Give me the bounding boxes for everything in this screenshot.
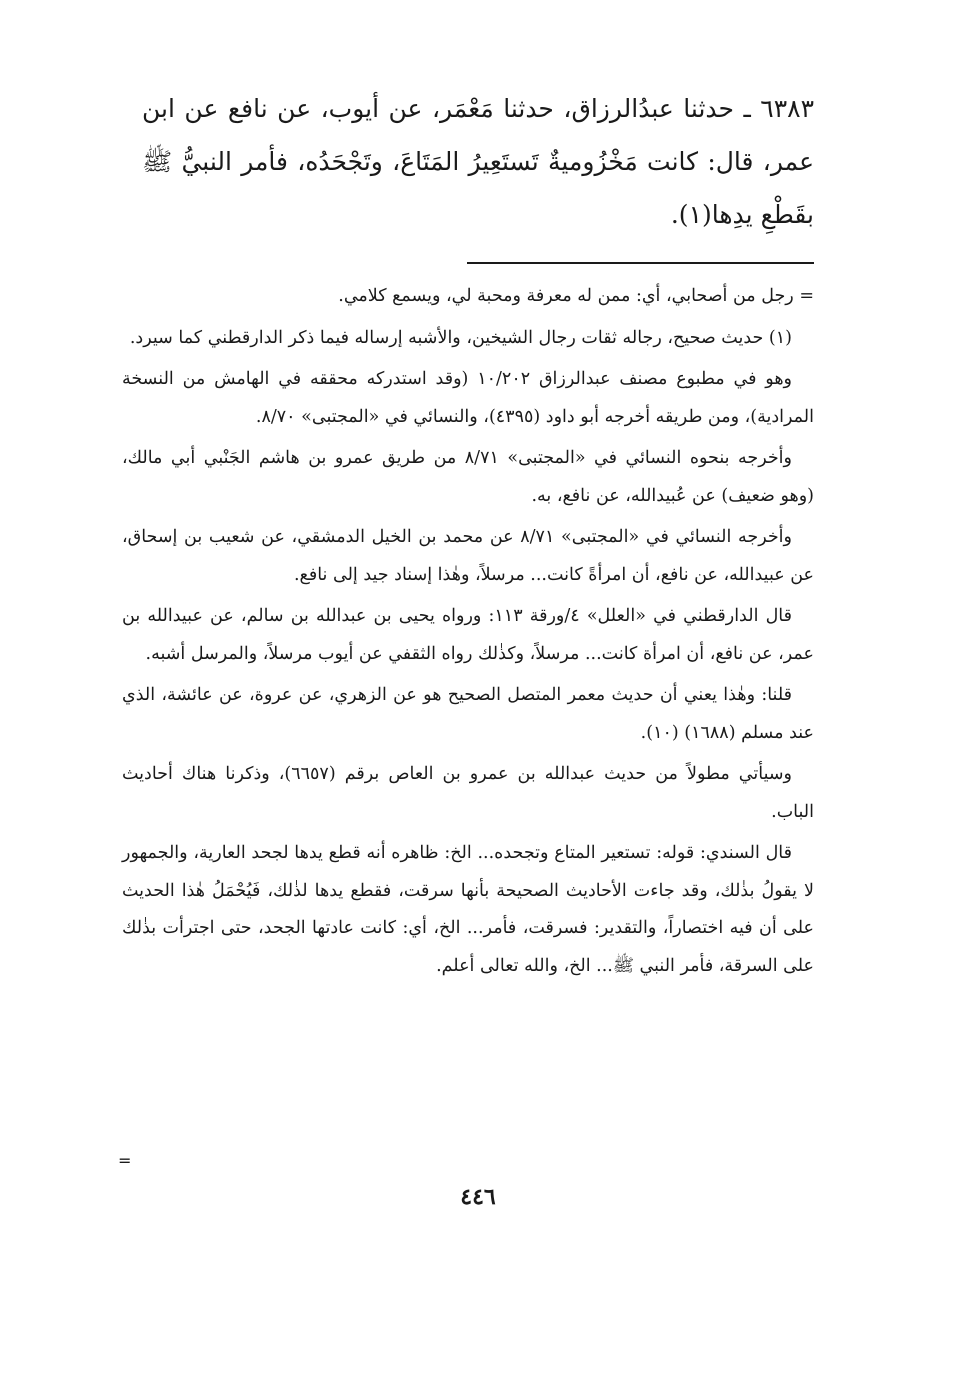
page-number: ٤٤٦ xyxy=(460,1184,496,1210)
footnote-1-grading: (١) حديث صحيح، رجاله ثقات رجال الشيخين، والأشبه إرساله فيما ذكر الدارقطني كما سيرد. xyxy=(129,327,792,348)
footnote-paragraph: قلنا: وهٰذا يعني أن حديث معمر المتصل الصحيح هو عن الزهري، عن عروة، عن عائشة، الذي عند مسلم (١٦٨٨) (١٠). xyxy=(122,685,814,743)
hadith-text: ٦٣٨٣ ـ حدثنا عبدُالرزاق، حدثنا مَعْمَر، عن أيوب، عن نافع عن ابن عمر، قال: كانت مَخْزُوميةٌ تَستَعِيرُ المَتَاعَ، وتَجْحَدُه، فأمر النبيُّ ﷺ بقَطْعِ يدِها(١). xyxy=(142,94,814,229)
footnote-paragraph: وسيأتي مطولاً من حديث عبدالله بن عمرو بن العاص برقم (٦٦٥٧)، وذكرنا هناك أحاديث الباب. xyxy=(122,764,814,822)
footnote-paragraph: وأخرجه بنحوه النسائي في «المجتبى» ٨/٧١ من طريق عمرو بن هاشم الجَنْبي أبي مالك، (وهو ضعيف) عن عُبيدالله، عن نافع، به. xyxy=(122,448,814,506)
footnote-paragraph: وأخرجه النسائي في «المجتبى» ٨/٧١ عن محمد بن الخيل الدمشقي، عن شعيب بن إسحاق، عن عبيدالله، عن نافع، أن امرأةً كانت... مرسلاً، وهٰذا إسناد جيد إلى نافع. xyxy=(122,527,814,585)
footnote-separator xyxy=(467,262,814,264)
footnote-paragraph: وهو في مطبوع مصنف عبدالرزاق ١٠/٢٠٢ (وقد استدركه محققه في الهامش من النسخة المرادية)، ومن طريقه أخرجه أبو داود (٤٣٩٥)، والنسائي في «المجتبى» ٨/٧٠. xyxy=(122,369,814,427)
hadith-text-block xyxy=(142,82,814,241)
footnote-continuation: = رجل من أصحابي، أي: ممن له معرفة ومحبة لي، ويسمع كلامي. xyxy=(338,286,814,306)
footnote-continuation-mark: = xyxy=(118,1151,132,1170)
footnote-paragraph: قال الدارقطني في «العلل» ٤/ورقة ١١٣: ورواه يحيى بن عبدالله بن سالم، عن عبيدالله بن عمر، عن نافع، أن امرأة كانت... مرسلاً، وكذٰلك رواه الثقفي عن أيوب مرسلاً، والمرسل أشبه. xyxy=(122,606,814,664)
footnote-paragraph: قال السندي: قوله: تستعير المتاع وتجحده... الخ: ظاهره أنه قطع يدها لجحد العارية، والجمهور لا يقولُ بذٰلك، وقد جاءت الأحاديث الصحيحة بأنها سرقت، فقطع يدها لذٰلك، فَيُحْمَلُ هٰذا الحديث على أن فيه اختصاراً، والتقدير: فسرقت، فأمر... الخ، أي: كانت عادتها الجحد، حتى اجترأت بذٰلك على السرقة، فأمر النبي ﷺ... الخ، والله تعالى أعلم. xyxy=(122,843,814,976)
footnotes xyxy=(122,278,814,989)
